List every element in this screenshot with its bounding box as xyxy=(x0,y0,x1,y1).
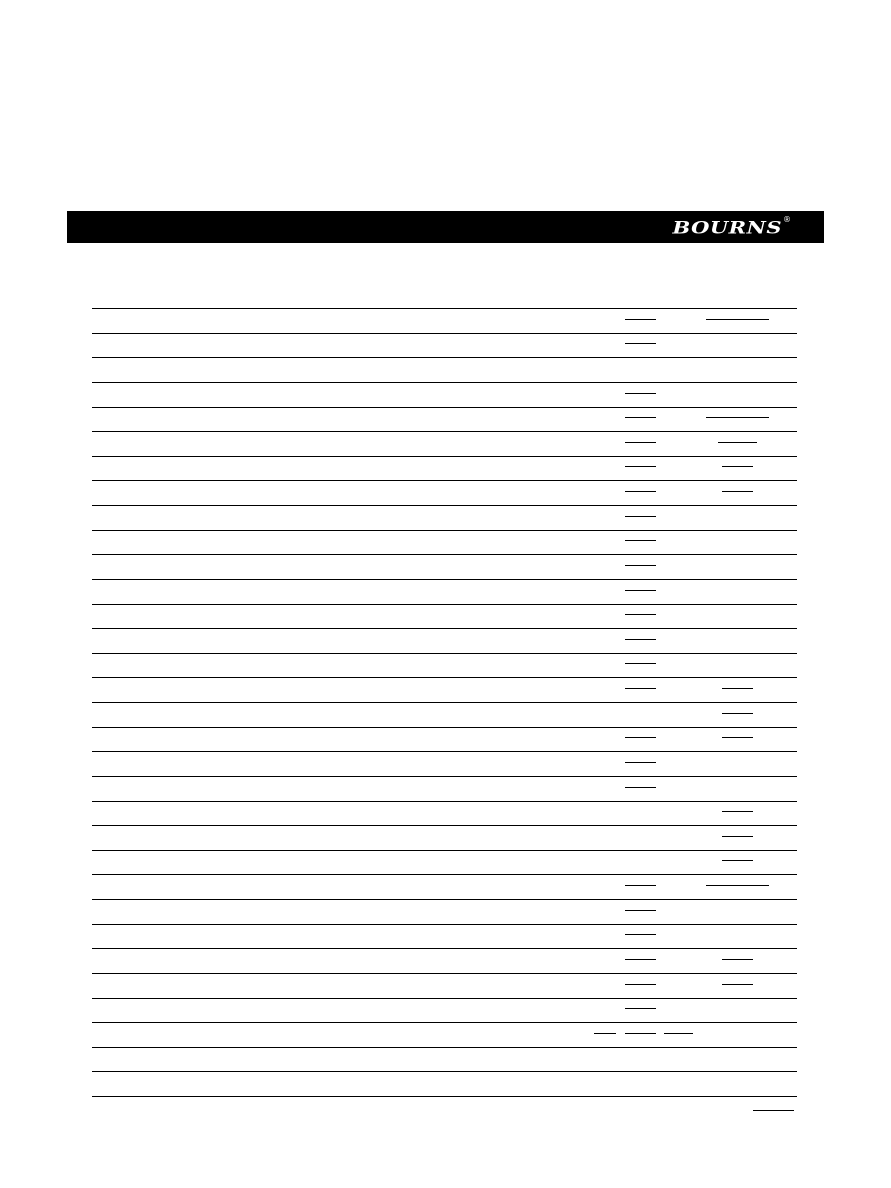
table-row xyxy=(92,825,797,826)
header-bar xyxy=(67,211,824,243)
value-underline xyxy=(625,737,656,738)
value-underline xyxy=(625,959,656,960)
table-row xyxy=(92,973,797,974)
table-row xyxy=(92,407,797,408)
value-underline xyxy=(722,959,753,960)
table-row xyxy=(92,998,797,999)
table-row xyxy=(92,751,797,752)
table-row xyxy=(92,727,797,728)
table-row xyxy=(92,357,797,358)
value-underline xyxy=(625,885,656,886)
table-row xyxy=(92,579,797,580)
brand-name: BOURNS xyxy=(672,216,782,238)
table-row xyxy=(92,333,797,334)
table-row xyxy=(92,653,797,654)
value-underline xyxy=(625,540,656,541)
table-row xyxy=(92,702,797,703)
value-underline xyxy=(625,984,656,985)
value-underline xyxy=(722,688,753,689)
table-row xyxy=(92,1096,797,1097)
value-underline xyxy=(706,417,769,418)
value-underline xyxy=(625,516,656,517)
value-underline xyxy=(625,319,656,320)
value-underline xyxy=(706,319,769,320)
value-underline xyxy=(625,663,656,664)
value-underline xyxy=(625,1033,656,1034)
value-underline xyxy=(625,639,656,640)
value-underline xyxy=(625,491,656,492)
value-underline xyxy=(722,737,753,738)
value-underline xyxy=(625,442,656,443)
value-underline xyxy=(718,442,757,443)
value-underline xyxy=(625,1008,656,1009)
value-underline xyxy=(722,466,753,467)
table-row xyxy=(92,924,797,925)
value-underline xyxy=(722,836,753,837)
spec-table xyxy=(92,308,797,1096)
value-underline xyxy=(625,910,656,911)
table-row xyxy=(92,628,797,629)
value-underline xyxy=(625,688,656,689)
value-underline xyxy=(706,885,769,886)
table-row xyxy=(92,948,797,949)
table-row xyxy=(92,382,797,383)
value-underline xyxy=(664,1033,693,1034)
value-underline xyxy=(722,984,753,985)
value-underline xyxy=(722,811,753,812)
value-underline xyxy=(722,860,753,861)
table-row xyxy=(92,801,797,802)
value-underline xyxy=(625,417,656,418)
value-underline xyxy=(722,713,753,714)
bourns-logo xyxy=(672,214,791,240)
table-row xyxy=(92,1071,797,1072)
value-underline xyxy=(625,393,656,394)
footer-rule xyxy=(753,1110,794,1111)
value-underline xyxy=(625,762,656,763)
table-row xyxy=(92,776,797,777)
table-row xyxy=(92,480,797,481)
value-underline xyxy=(625,466,656,467)
table-row xyxy=(92,874,797,875)
value-underline xyxy=(722,491,753,492)
table-rule xyxy=(92,308,797,309)
table-row xyxy=(92,554,797,555)
table-row xyxy=(92,677,797,678)
table-row xyxy=(92,530,797,531)
table-row xyxy=(92,1047,797,1048)
table-row xyxy=(92,899,797,900)
table-row xyxy=(92,456,797,457)
value-underline xyxy=(625,934,656,935)
value-underline xyxy=(625,787,656,788)
registered-mark: ® xyxy=(783,214,791,224)
value-underline xyxy=(625,565,656,566)
value-underline xyxy=(625,343,656,344)
value-underline xyxy=(594,1033,616,1034)
table-row xyxy=(92,505,797,506)
table-row xyxy=(92,1022,797,1023)
table-row xyxy=(92,850,797,851)
value-underline xyxy=(625,590,656,591)
table-row xyxy=(92,604,797,605)
value-underline xyxy=(625,614,656,615)
table-row xyxy=(92,431,797,432)
